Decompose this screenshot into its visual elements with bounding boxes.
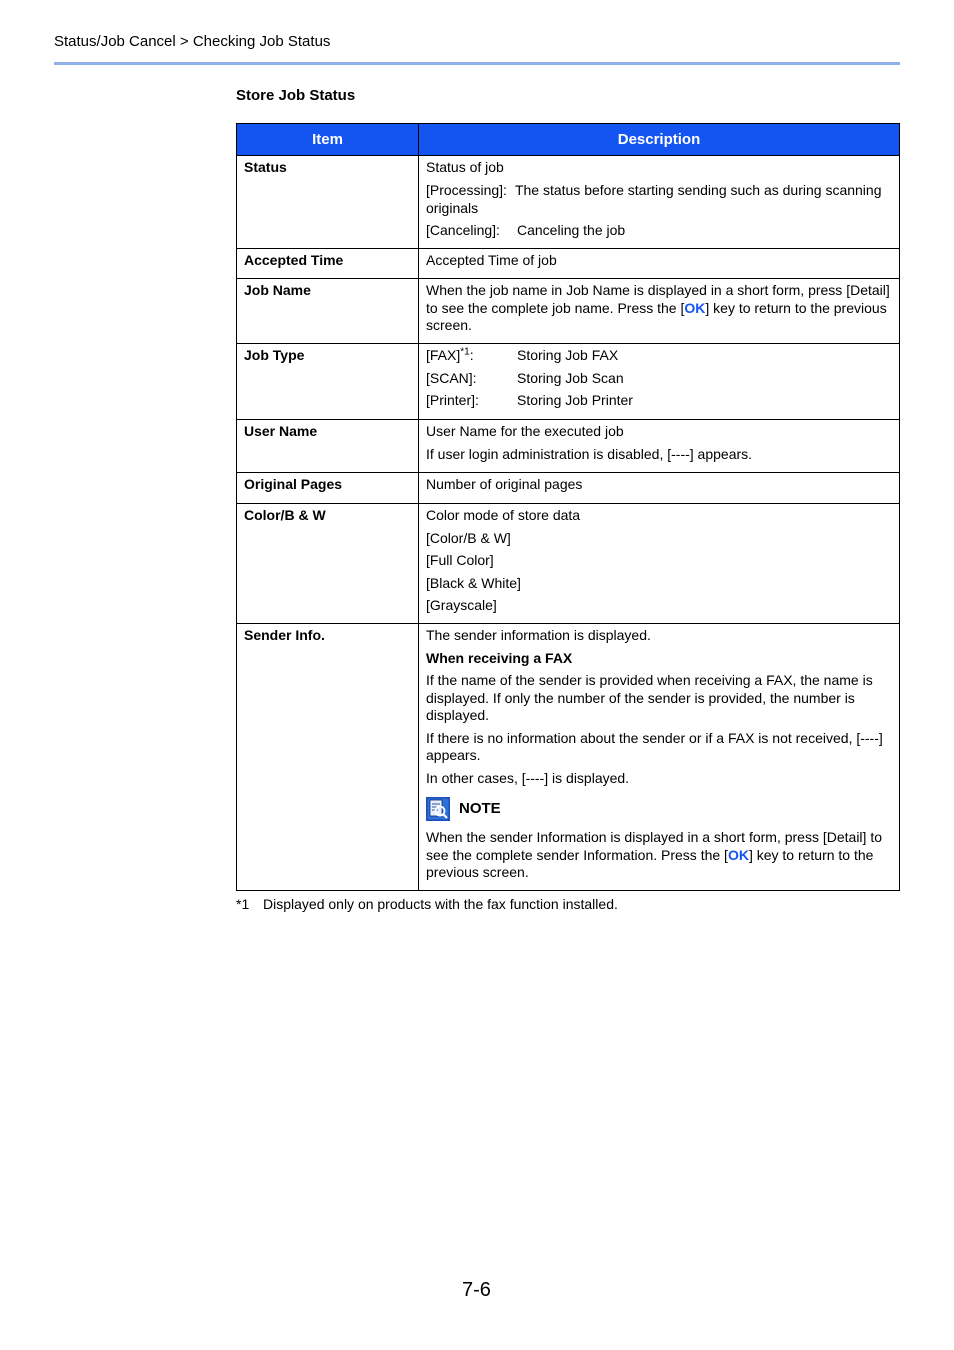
page-number: 7-6 <box>462 1279 491 1301</box>
table-row-user-name <box>237 420 900 473</box>
note-text-a: When the sender Information is displayed in a short form, press [Detail] to see the complete sender Information. Press the [ <box>426 829 882 863</box>
sender-info-subhead: When receiving a FAX <box>426 649 573 666</box>
description-cell-original-pages: Number of original pages <box>419 473 900 504</box>
ok-key-label: OK <box>727 846 749 863</box>
description-cell-status <box>419 156 900 249</box>
canceling-key: [Canceling]: <box>426 222 500 238</box>
table-row-status <box>237 156 900 249</box>
note-body <box>426 829 891 882</box>
scan-key: [SCAN]: <box>426 369 477 386</box>
processing-key: [Processing]: <box>426 181 507 198</box>
column-header-item: Item <box>237 124 419 156</box>
section-title: Store Job Status <box>236 87 356 104</box>
fax-key-text: [FAX] <box>426 347 461 363</box>
breadcrumb: Status/Job Cancel > Checking Job Status <box>54 33 331 50</box>
table-row-original-pages <box>237 473 900 504</box>
fax-value: Storing Job FAX <box>517 347 619 363</box>
color-bw-line1: Color mode of store data <box>426 507 581 523</box>
status-description: Status of job <box>426 159 504 175</box>
sender-info-line1: The sender information is displayed. <box>426 627 651 643</box>
printer-key: [Printer]: <box>426 392 479 408</box>
status-canceling-entry <box>426 222 891 240</box>
color-option-color-bw: [Color/B & W] <box>426 529 511 546</box>
description-cell-accepted-time: Accepted Time of job <box>419 249 900 279</box>
canceling-value: Canceling the job <box>517 222 626 238</box>
table-row-sender-info <box>237 624 900 891</box>
footnote-text: Displayed only on products with the fax function installed. <box>263 896 618 912</box>
description-cell-job-name <box>419 279 900 344</box>
description-cell-user-name <box>419 420 900 473</box>
item-cell-user-name: User Name <box>237 420 419 473</box>
table-row-accepted-time <box>237 249 900 279</box>
user-name-line1: User Name for the executed job <box>426 423 624 439</box>
note-text-b: ] key to return to the previous screen. <box>426 846 874 880</box>
item-cell-job-type: Job Type <box>237 344 419 420</box>
table-row-color-bw <box>237 504 900 624</box>
table-row-job-name <box>237 279 900 344</box>
header-divider <box>54 62 900 65</box>
color-option-full-color: [Full Color] <box>426 552 494 568</box>
footnote-mark: *1 <box>236 896 250 912</box>
fax-colon: : <box>469 347 474 363</box>
user-name-line2: If user login administration is disabled, [----] appears. <box>426 445 753 462</box>
color-option-black-white: [Black & White] <box>426 574 521 591</box>
note-label: NOTE <box>459 800 501 818</box>
printer-value: Storing Job Printer <box>517 392 633 408</box>
status-processing-text <box>426 182 891 217</box>
table-header-row <box>237 124 900 156</box>
table-row-job-type <box>237 344 900 420</box>
sender-info-para2: If there is no information about the sender or if a FAX is not received, [----] appears. <box>426 729 883 763</box>
item-cell-accepted-time: Accepted Time <box>237 249 419 279</box>
job-name-text-b: ] key to return to the previous screen. <box>426 299 887 333</box>
sender-info-para1: If the name of the sender is provided when receiving a FAX, the name is displayed. If only the number of the sender is provided, the number is displayed. <box>426 672 873 723</box>
fax-footnote-ref: *1 <box>460 346 470 358</box>
fax-key <box>426 347 517 365</box>
store-job-status-table <box>236 123 900 891</box>
footnote <box>236 896 618 912</box>
job-name-text-a: When the job name in Job Name is displayed in a short form, press [Detail] to see the complete job name. Press the [ <box>426 282 890 316</box>
processing-text: The status before starting sending such as during scanning originals <box>426 182 882 216</box>
color-option-grayscale: [Grayscale] <box>426 597 497 613</box>
description-cell-color-bw <box>419 504 900 624</box>
column-header-description: Description <box>419 124 900 156</box>
note-magnifier-icon <box>426 797 450 821</box>
job-type-scan-entry <box>426 370 891 388</box>
item-cell-sender-info: Sender Info. <box>237 624 419 891</box>
job-type-fax-entry <box>426 347 891 365</box>
item-cell-color-bw: Color/B & W <box>237 504 419 624</box>
item-cell-status: Status <box>237 156 419 249</box>
description-cell-job-type <box>419 344 900 420</box>
item-cell-job-name: Job Name <box>237 279 419 344</box>
note-heading <box>426 797 891 821</box>
scan-value: Storing Job Scan <box>517 369 624 386</box>
job-type-printer-entry <box>426 392 891 410</box>
description-cell-sender-info <box>419 624 900 891</box>
ok-key-label: OK <box>684 299 706 316</box>
sender-info-para3: In other cases, [----] is displayed. <box>426 769 630 786</box>
item-cell-original-pages: Original Pages <box>237 473 419 504</box>
